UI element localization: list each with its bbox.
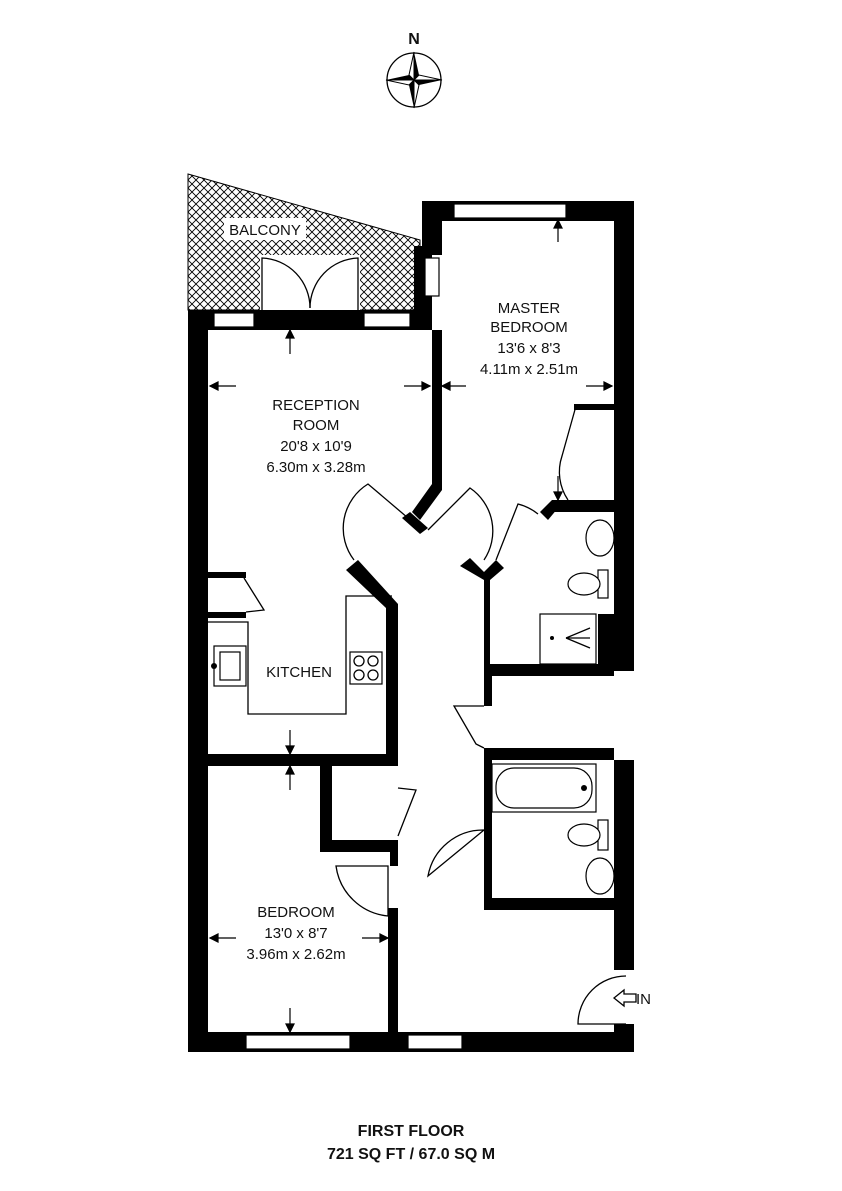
ensuite-toilet-icon xyxy=(568,570,608,598)
balcony-area xyxy=(188,174,420,310)
shower-tray-icon xyxy=(540,614,596,664)
master-bedroom-name-1: MASTER xyxy=(497,300,561,317)
reception-name-1: RECEPTION xyxy=(272,397,360,414)
fixtures xyxy=(208,520,614,894)
floor-area: 721 SQ FT / 67.0 SQ M xyxy=(326,1146,496,1163)
bathroom-toilet-icon xyxy=(568,820,608,850)
compass-north-label: N xyxy=(408,31,420,48)
reception-dims-imperial: 20'8 x 10'9 xyxy=(280,438,352,455)
balcony-label: BALCONY xyxy=(229,222,301,239)
entrance-arrow-icon xyxy=(614,990,636,1006)
ensuite-basin-icon xyxy=(586,520,614,556)
reception-name-2: ROOM xyxy=(292,417,340,434)
entrance-label: IN xyxy=(636,991,651,1008)
bathroom-basin-icon xyxy=(586,858,614,894)
bedroom-dims-imperial: 13'0 x 8'7 xyxy=(264,925,328,942)
bathtub-icon xyxy=(492,764,596,812)
bedroom-name: BEDROOM xyxy=(257,904,335,921)
floor-title: FIRST FLOOR xyxy=(357,1123,465,1140)
master-bedroom-dims-metric: 4.11m x 2.51m xyxy=(479,361,579,378)
master-bedroom-dims-imperial: 13'6 x 8'3 xyxy=(497,340,561,357)
bedroom-dims-metric: 3.96m x 2.62m xyxy=(246,946,346,963)
master-bedroom-name-2: BEDROOM xyxy=(490,319,568,336)
hob-icon xyxy=(350,652,382,684)
kitchen-name: KITCHEN xyxy=(266,664,332,681)
reception-dims-metric: 6.30m x 3.28m xyxy=(266,459,366,476)
compass-rose-icon xyxy=(386,52,442,108)
